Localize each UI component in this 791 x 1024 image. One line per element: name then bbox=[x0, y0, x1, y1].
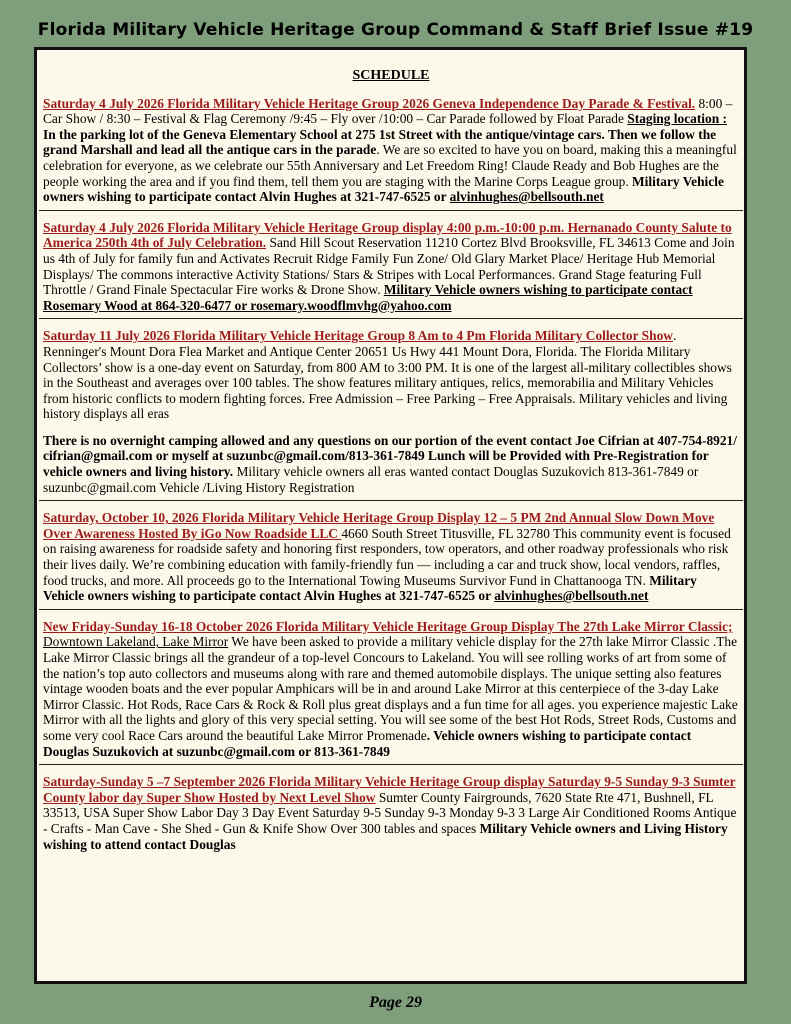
event-lake-mirror-classic bbox=[43, 619, 739, 759]
event-contact: . Vehicle owners wishing to participate contact Douglas Suzukovich at suzunbc@gmail.com or 813-361-7849 bbox=[43, 727, 692, 759]
email-link[interactable]: alvinhughes@bellsouth.net bbox=[449, 189, 604, 205]
divider bbox=[39, 210, 743, 211]
event-geneva-parade bbox=[43, 96, 739, 205]
event-labor-day-super-show bbox=[43, 774, 739, 852]
event-location: Downtown Lakeland, Lake Mirror bbox=[43, 634, 229, 650]
schedule-title: SCHEDULE bbox=[352, 68, 430, 83]
staging-text: In the parking lot of the Geneva Elementary School at 275 1st Street with the antique/vintage cars. Then we follow the grand Marshall and lead all the antique cars in the parade bbox=[43, 126, 717, 158]
page-number: Page 29 bbox=[369, 994, 422, 1011]
event-contact[interactable]: Military Vehicle owners wishing to participate contact Rosemary Wood at 864-320-6477 or rosemary.woodflmvhg@yahoo.com bbox=[43, 282, 693, 313]
event-text: . Renninger's Mount Dora Flea Market and Antique Center 20651 Us Hwy 441 Mount Dora, Florida. The Florida Military Collectors’ show is a one-day event on Saturday, from 800 AM to 3:00 PM. It is one of the largest all-military collectibles shows in the Southeast and averages over 100 tables. The show features military antiques, relics, memorabilia and Military Vehicles from historic conflicts to modern fighting forces. Free Admission – Free Parking – Free Appraisals. Military vehicles and living history displays all eras bbox=[43, 328, 732, 422]
content-frame bbox=[34, 47, 747, 984]
event-contact: Military Vehicle owners wishing to participate contact Alvin Hughes at 321-747-6525 or bbox=[43, 572, 697, 604]
event-text: Military vehicle owners all eras wanted contact Douglas Suzukovich 813-361-7849 or suzunbc@gmail.com Vehicle /Living History Registration bbox=[43, 464, 699, 495]
event-text: Sumter County Fairgrounds, 7620 State Rte 471, Bushnell, FL 33513, USA Super Show Labor Day 3 Day Event Saturday 9-5 Sunday 9-3 Monday 9-3 3 Large Air Conditioned Rooms Antique - Crafts - Man Cave - She Shed - Gun & Knife Show Over 300 tables and spaces bbox=[43, 789, 737, 836]
event-title: Saturday 4 July 2026 Florida Military Vehicle Heritage Group 2026 Geneva Independence Day Parade & Festival. bbox=[43, 95, 696, 111]
event-title: Saturday-Sunday 5 –7 September 2026 Florida Military Vehicle Heritage Group display Saturday 9-5 Sunday 9-3 Sumter County labor day Super Show Hosted by Next Level Show bbox=[43, 774, 736, 805]
event-slow-down-move-over bbox=[43, 510, 739, 604]
event-collector-show bbox=[43, 328, 739, 495]
event-text: . We are so excited to have you on board, making this a meaningful celebration for everyone, as we celebrate our 55th Anniversary and Let Freedom Ring! Claude Ready and Bob Hughes are the people working the area and if you find them, tell them you are staging with the Marine Corps League group. bbox=[43, 142, 737, 189]
divider bbox=[39, 318, 743, 319]
event-title: Saturday 11 July 2026 Florida Military Vehicle Heritage Group 8 Am to 4 Pm Florida Military Collector Show bbox=[43, 328, 673, 344]
event-title: Saturday 4 July 2026 Florida Military Vehicle Heritage Group display 4:00 p.m.-10:00 p.m. Hernanado County Salute to America 250th 4th of July Celebration. bbox=[43, 219, 732, 251]
schedule-content bbox=[43, 68, 739, 852]
event-text: Sand Hill Scout Reservation 11210 Cortez Blvd Brooksville, FL 34613 Come and Join us 4th of July for family fun and Activates Recruit Ridge Family Fun Zone/ Old Glary Market Place/ Heritage Hub Memorial Displays/ The commons interactive Activity Stations/ Stars & Stripes with Local Performances. Grand Stage featuring Full Throttle / Grand Finale Spectacular Fire works & Drone Show. bbox=[43, 235, 735, 298]
staging-label: Staging location : bbox=[627, 111, 727, 127]
event-text: We have been asked to provide a military vehicle display for the 27th lake Mirror Classic .The Lake Mirror Classic brings all the grandeur of a top-level Concours to Lakeland. You will see rolling works of art from some of the nation’s top auto collectors and museums along with rare and themed automobile displays. The unique setting also features vintage wooden boats and the ever popular Amphicars will be in and around Lake Mirror at this centerpiece of the 3-day Lake Mirror Classic. Hot Rods, Race Cars & Rock & Roll plus great displays and a fun time for all ages. you experience majestic Lake Mirror with all the lights and glory of this very special setting. You will see some of the best Hot Rods, Street Rods, Customs and some very cool Race Cars around the beautiful Lake Mirror Promenade bbox=[43, 634, 738, 743]
event-text: 4660 South Street Titusville, FL 32780 This community event is focused on raising awareness for roadside safety and honoring first responders, tow operators, and other roadway professionals who risk their lives daily. We’re combining education with family-friendly fun — including a car and truck show, local vendors, raffles, food trucks, and more. All proceeds go to the International Towing Museums Survivor Fund in Chattanooga TN. bbox=[43, 525, 731, 588]
event-contact: Military Vehicle owners wishing to participate contact Alvin Hughes at 321-747-6525 or bbox=[43, 173, 724, 205]
event-paragraph bbox=[43, 433, 739, 495]
page-header: Florida Military Vehicle Heritage Group Command & Staff Brief Issue #19 bbox=[37, 20, 754, 40]
event-notice: There is no overnight camping allowed and any questions on our portion of the event contact Joe Cifrian at 407-754-8921/ cifrian@gmail.com or myself at suzunbc@gmail.com/813-361-7849 Lunch will be Provided with Pre-Registration for vehicle owners and living history. bbox=[43, 432, 737, 480]
email-link[interactable]: alvinhughes@bellsouth.net bbox=[494, 588, 649, 604]
divider bbox=[39, 609, 743, 610]
event-title: Saturday, October 10, 2026 Florida Military Vehicle Heritage Group Display 12 – 5 PM 2nd Annual Slow Down Move Over Awareness Hosted By iGo Now Roadside LLC bbox=[43, 510, 715, 541]
divider bbox=[39, 500, 743, 501]
event-hernando-salute bbox=[43, 220, 739, 314]
event-text: 8:00 – Car Show / 8:30 – Festival & Flag Ceremony /9:45 – Fly over /10:00 – Car Parade followed by Float Parade bbox=[43, 95, 733, 127]
event-title: New Friday-Sunday 16-18 October 2026 Florida Military Vehicle Heritage Group Display The 27th Lake Mirror Classic; bbox=[43, 618, 733, 634]
event-contact: Military Vehicle owners and Living History wishing to attend contact Douglas bbox=[43, 820, 728, 852]
divider bbox=[39, 764, 743, 765]
